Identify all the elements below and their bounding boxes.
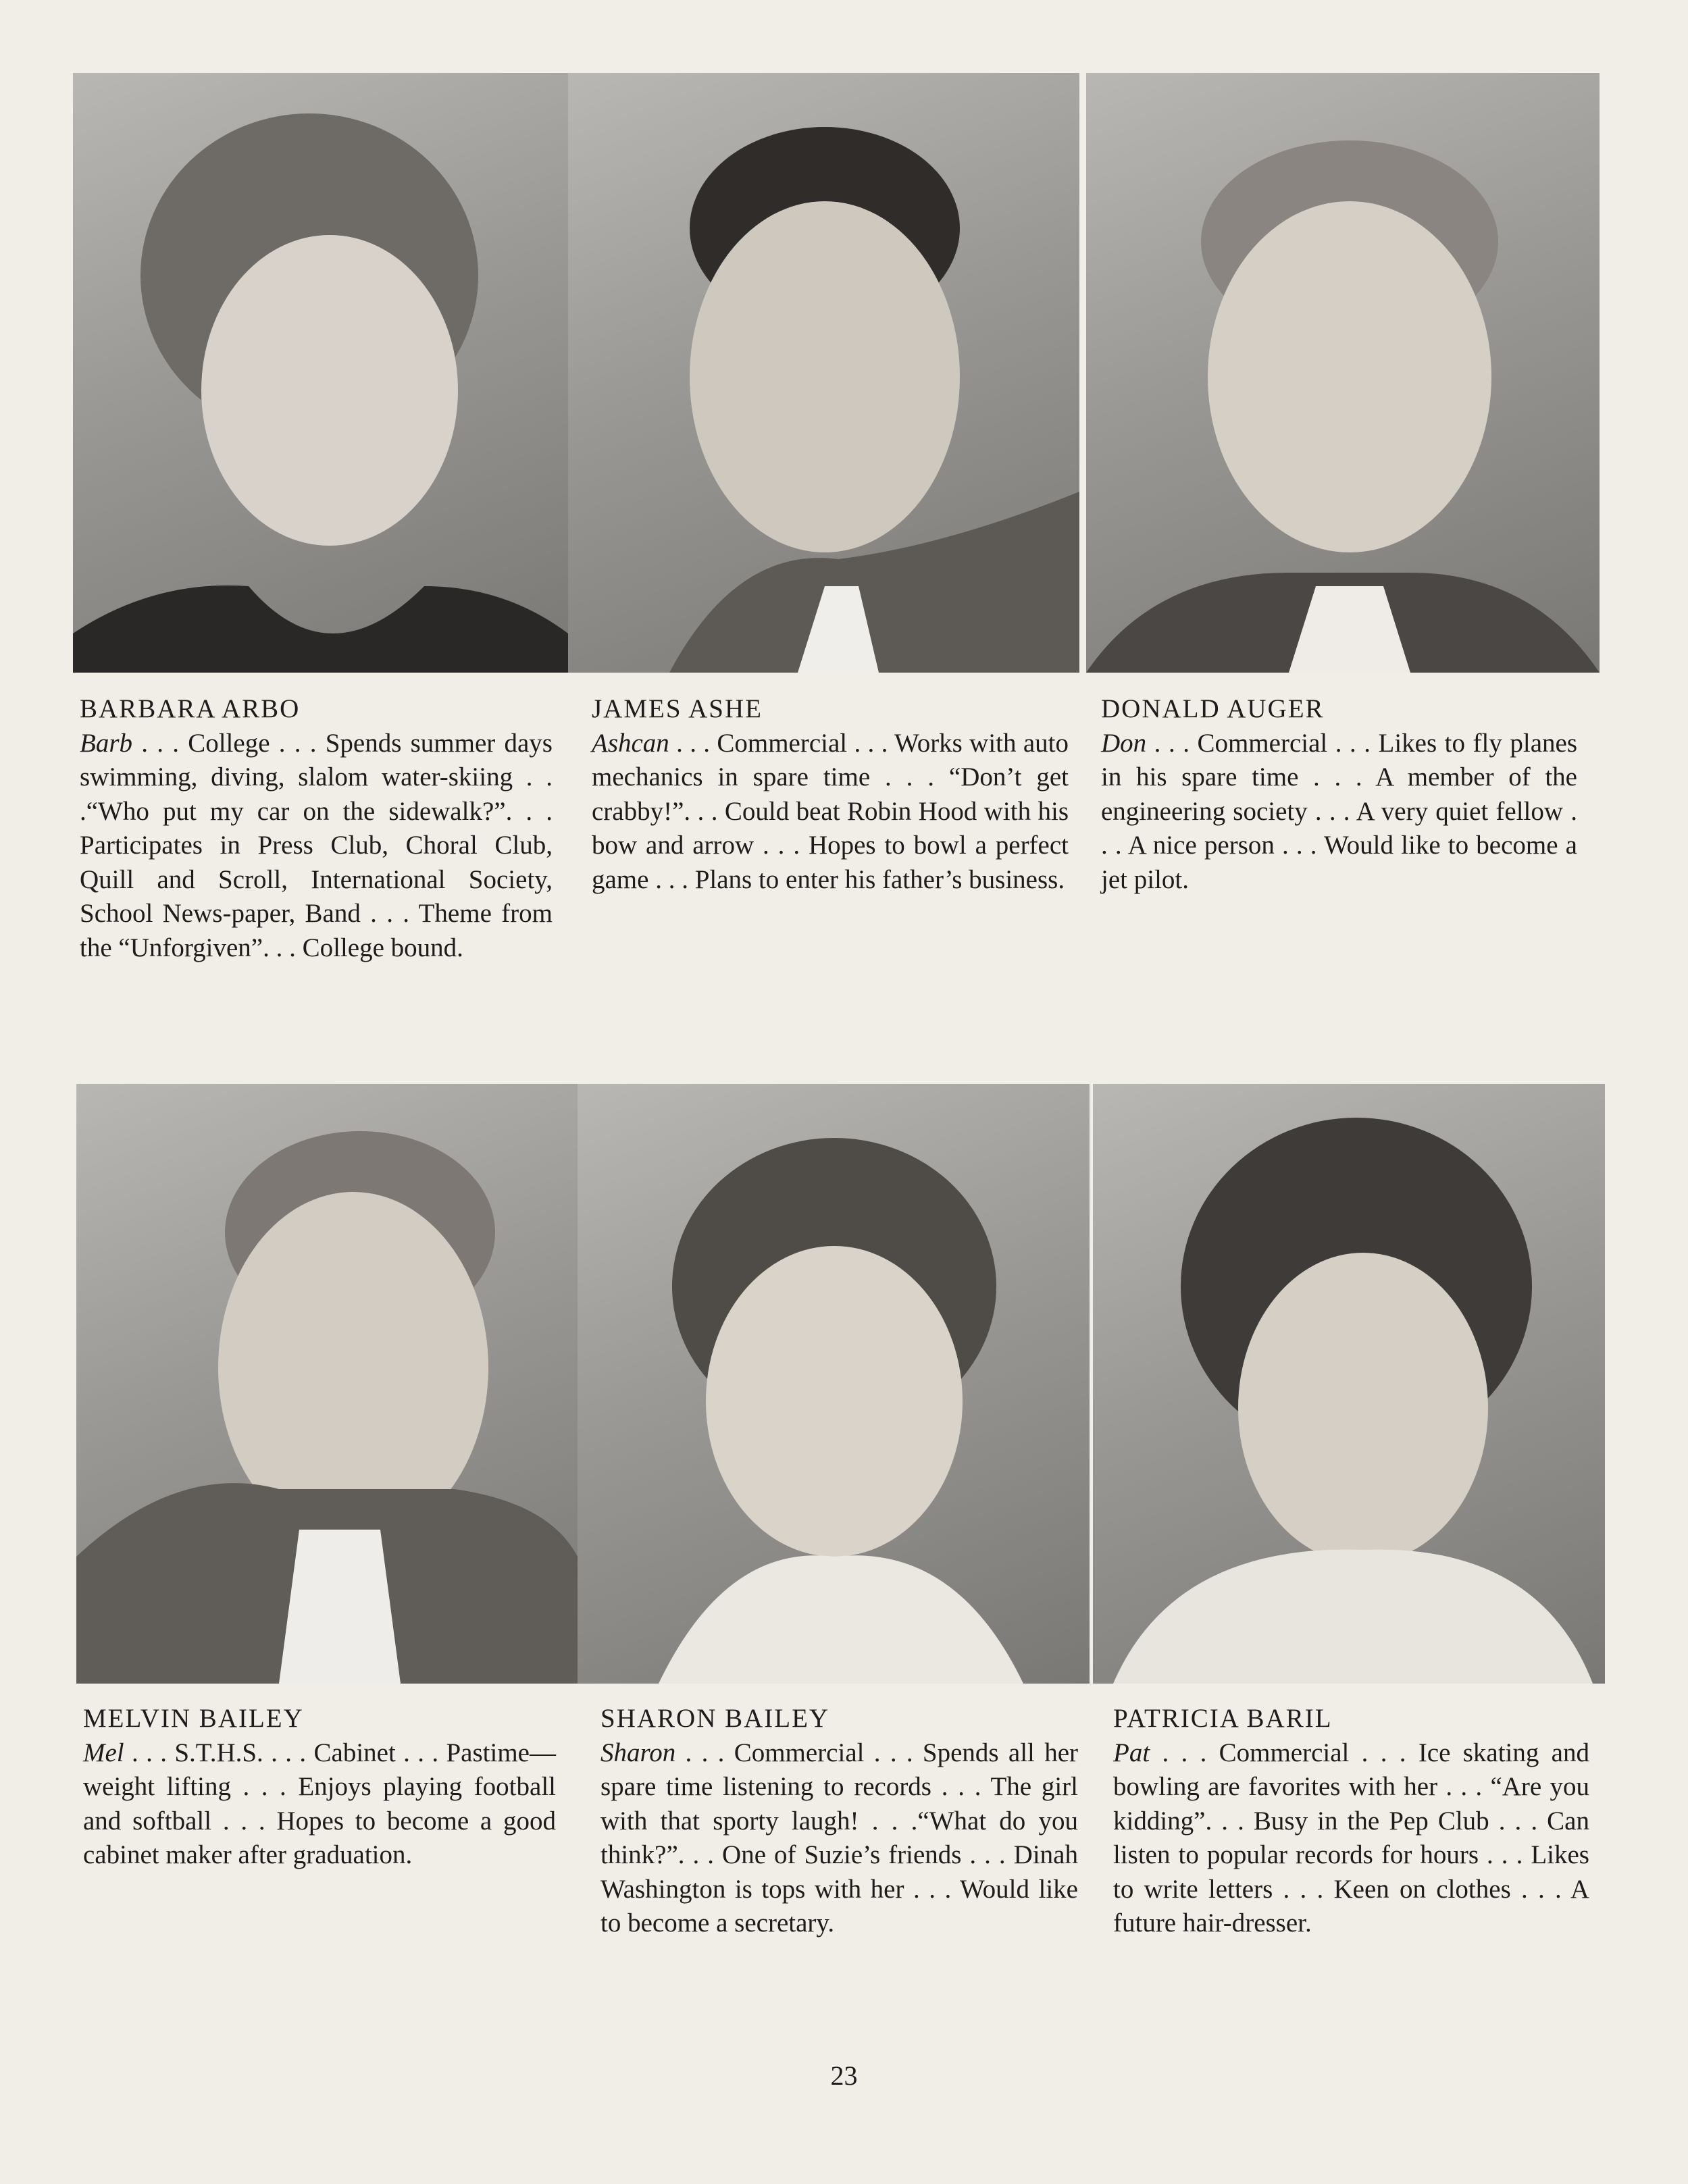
portrait-photo <box>73 73 568 673</box>
portrait-photo <box>1093 1084 1605 1684</box>
portrait-silhouette <box>568 73 1079 673</box>
student-name: PATRICIA BARIL <box>1113 1704 1333 1733</box>
portrait-photo <box>76 1084 578 1684</box>
student-caption <box>600 1702 1078 1941</box>
portrait-silhouette <box>76 1084 578 1684</box>
portrait-silhouette <box>1093 1084 1605 1684</box>
portrait-photo <box>578 1084 1090 1684</box>
student-caption <box>80 692 553 965</box>
student-caption <box>1101 692 1577 897</box>
student-name: JAMES ASHE <box>592 694 763 723</box>
page-number: 23 <box>830 2060 858 2091</box>
student-name: SHARON BAILEY <box>600 1704 830 1733</box>
student-bio: . . . Commercial . . . Works with auto mechanics in spare time . . . “Don’t get crabby!”. . . Could beat Robin Hood with his bow and arrow . . . Hopes to bowl a perfect game . . . Plans to enter his father’s business. <box>592 728 1069 894</box>
student-nickname: Sharon <box>600 1738 676 1767</box>
portrait-silhouette <box>73 73 568 673</box>
student-caption <box>1113 1702 1589 1941</box>
student-name: MELVIN BAILEY <box>83 1704 304 1733</box>
student-bio: . . . S.T.H.S. . . . Cabinet . . . Pastime—weight lifting . . . Enjoys playing football and softball . . . Hopes to become a good cabinet maker after graduation. <box>83 1738 556 1869</box>
student-bio: . . . College . . . Spends summer days swimming, diving, slalom water-skiing . . .“Who put my car on the sidewalk?”. . . Participates in Press Club, Choral Club, Quill and Scroll, International Society, School News-paper, Band . . . Theme from the “Unforgiven”. . . College bound. <box>80 728 553 962</box>
student-bio: . . . Commercial . . . Likes to fly planes in his spare time . . . A member of the engineering society . . . A very quiet fellow . . . A nice person . . . Would like to become a jet pilot. <box>1101 728 1577 894</box>
student-nickname: Pat <box>1113 1738 1150 1767</box>
portrait-photo <box>568 73 1079 673</box>
student-bio: . . . Commercial . . . Ice skating and bowling are favorites with her . . . “Are you kidding”. . . Busy in the Pep Club . . . Can listen to popular records for hours . . . Likes to write letters . . . Keen on clothes . . . A future hair-dresser. <box>1113 1738 1589 1938</box>
portrait-silhouette <box>578 1084 1090 1684</box>
student-nickname: Barb <box>80 728 132 758</box>
student-nickname: Ashcan <box>592 728 669 758</box>
student-name: BARBARA ARBO <box>80 694 301 723</box>
student-caption <box>592 692 1069 897</box>
student-name: DONALD AUGER <box>1101 694 1325 723</box>
student-nickname: Mel <box>83 1738 124 1767</box>
portrait-silhouette <box>1086 73 1600 673</box>
student-nickname: Don <box>1101 728 1147 758</box>
student-caption <box>83 1702 556 1873</box>
portrait-photo <box>1086 73 1600 673</box>
student-bio: . . . Commercial . . . Spends all her spare time listening to records . . . The girl with that sporty laugh! . . .“What do you think?”. . . One of Suzie’s friends . . . Dinah Washington is tops with her . . . Would like to become a secretary. <box>600 1738 1078 1938</box>
